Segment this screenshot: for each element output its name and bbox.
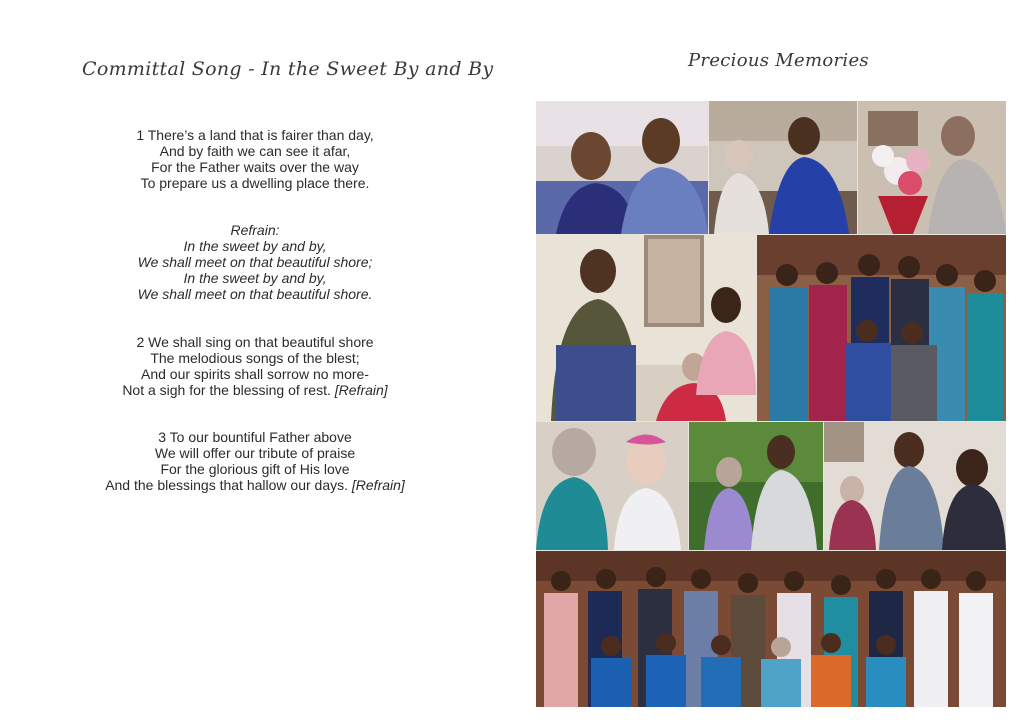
photo-great-grandmother-baby	[536, 422, 688, 550]
verse-line: For the Father waits over the way	[151, 159, 359, 175]
verse-line-text: Not a sigh for the blessing of rest.	[122, 382, 331, 398]
photo-elderly-couple	[536, 101, 708, 234]
refrain-line: In the sweet by and by,	[183, 238, 327, 254]
refrain-line: We shall meet on that beautiful shore;	[137, 254, 373, 270]
verse-2	[40, 334, 470, 398]
verse-line: And our spirits shall sorrow no more-	[141, 366, 369, 382]
memories-title: Precious Memories	[688, 50, 869, 71]
verse-1	[40, 127, 470, 191]
refrain-tag: [Refrain]	[334, 382, 388, 398]
refrain-line: We shall meet on that beautiful shore.	[137, 286, 373, 302]
verse-3	[40, 429, 470, 493]
photo-large-family-gathering	[536, 551, 1006, 707]
verse-line: For the glorious gift of His love	[160, 461, 350, 477]
refrain-line: In the sweet by and by,	[183, 270, 327, 286]
photo-grandparents-portrait	[536, 235, 756, 421]
photo-flower-bouquet	[858, 101, 1006, 234]
verse-line-text: And the blessings that hallow our days.	[105, 477, 348, 493]
verse-line: 1 There’s a land that is fairer than day,	[136, 127, 374, 143]
refrain-tag: [Refrain]	[351, 477, 405, 493]
verse-line	[40, 382, 470, 398]
photo-care-home-visit	[709, 101, 857, 234]
verse-line: The melodious songs of the blest;	[150, 350, 360, 366]
verse-line: 3 To our bountiful Father above	[158, 429, 352, 445]
refrain-heading: Refrain:	[230, 222, 280, 238]
verse-line: 2 We shall sing on that beautiful shore	[136, 334, 374, 350]
song-title: Committal Song - In the Sweet By and By	[82, 58, 494, 80]
refrain	[40, 222, 470, 302]
verse-line	[40, 477, 470, 493]
photo-family-group	[757, 235, 1006, 421]
photo-garden-visit	[689, 422, 823, 550]
right-page	[512, 0, 1024, 726]
verse-line: To prepare us a dwelling place there.	[140, 175, 370, 191]
photo-collage	[536, 101, 1006, 707]
photo-family-visit	[824, 422, 1006, 550]
verse-line: We will offer our tribute of praise	[154, 445, 356, 461]
verse-line: And by faith we can see it afar,	[159, 143, 351, 159]
